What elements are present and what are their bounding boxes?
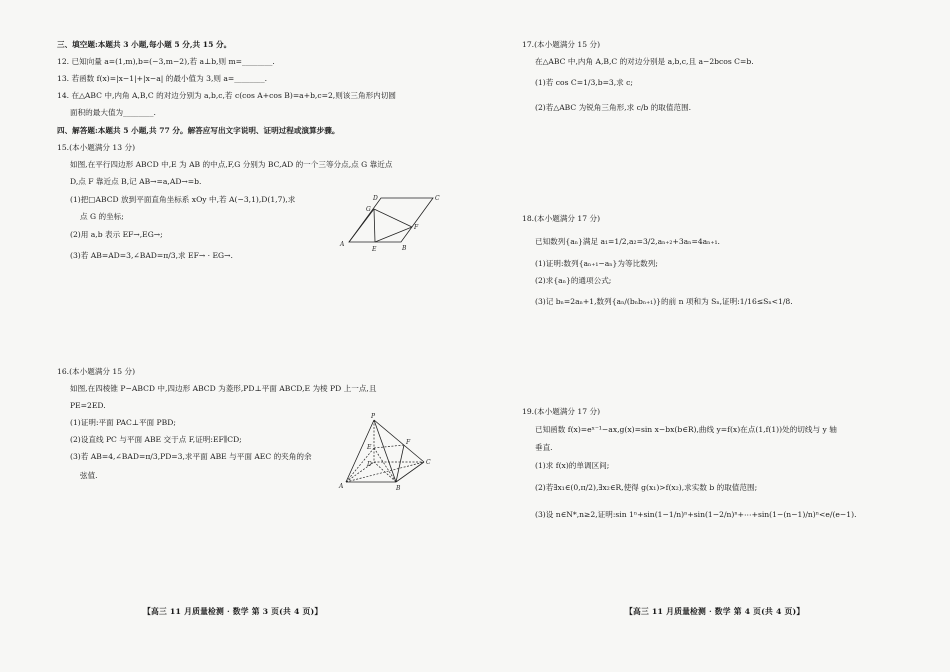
exam-page-4 [475,0,950,672]
question-17-title: 17.(本小题满分 15 分) [522,40,601,49]
question-18-line1: 已知数列{aₙ}满足 a₁=1/2,a₂=3/2,aₙ₊₂+3aₙ=4aₙ₊₁. [535,237,720,246]
question-18-part2: (2)求{aₙ}的通项公式; [535,276,612,285]
page-3-footer: 【高三 11 月质量检测 · 数学 第 3 页(共 4 页)】 [143,607,323,616]
fig15-label-a: A [340,241,345,248]
question-16-part3-line2: 弦值. [80,471,98,480]
pyramid-figure [338,410,438,492]
parallelogram-figure [335,190,445,252]
page-4-footer: 【高三 11 月质量检测 · 数学 第 4 页(共 4 页)】 [625,607,805,616]
fig16-label-d: D [367,461,372,468]
question-18-title: 18.(本小题满分 17 分) [522,214,601,223]
question-19-part3: (3)设 n∈N*,n≥2,证明:sin 1ⁿ+sin(1−1/n)ⁿ+sin(1−2/n)ⁿ+⋯+sin(1−(n−1)/n)ⁿ<e/(e−1). [535,510,857,519]
fig16-label-p: P [371,413,376,420]
question-16-part2: (2)设直线 PC 与平面 ABE 交于点 F,证明:EF∥CD; [70,435,242,444]
question-15-part1-line1: (1)把□ABCD 放到平面直角坐标系 xOy 中,若 A(−3,1),D(1,7),求 [70,195,296,204]
question-17-part2: (2)若△ABC 为锐角三角形,求 c/b 的取值范围. [535,103,692,112]
section3-header: 三、填空题:本题共 3 小题,每小题 5 分,共 15 分。 [57,40,232,49]
question-18-part3: (3)记 bₙ=2aₙ+1,数列{aₙ/(bₙbₙ₊₁)}的前 n 项和为 Sₙ,证明:1/16≤Sₙ<1/8. [535,297,793,306]
question-16-line1: 如图,在四棱锥 P−ABCD 中,四边形 ABCD 为菱形,PD⊥平面 ABCD,E 为棱 PD 上一点,且 [70,384,377,393]
fig15-label-e: E [372,246,377,252]
question-17-part1: (1)若 cos C=1/3,b=3,求 c; [535,78,633,87]
question-16-title: 16.(本小题满分 15 分) [57,367,136,376]
fig15-label-d: D [373,195,378,202]
question-16-line2: PE=2ED. [70,401,106,410]
fig16-label-e: E [367,444,372,451]
fig15-label-g: G [366,206,371,213]
question-14-line1: 14. 在△ABC 中,内角 A,B,C 的对边分别为 a,b,c,若 c(cos A+cos B)=a+b,c=2,则该三角形内切圆 [57,91,396,100]
question-19-line1: 已知函数 f(x)=eˣ⁻¹−ax,g(x)=sin x−bx(b∈R),曲线 y=f(x)在点(1,f(1))处的切线与 y 轴 [535,425,837,434]
fig16-label-a: A [339,483,344,490]
question-19-part1: (1)求 f(x)的单调区间; [535,461,610,470]
question-15-part3: (3)若 AB=AD=3,∠BAD=π/3,求 EF→ · EG→. [70,251,233,260]
question-19-title: 19.(本小题满分 17 分) [522,407,601,416]
section4-header: 四、解答题:本题共 5 小题,共 77 分。解答应写出文字说明、证明过程或演算步骤。 [57,126,340,135]
question-16-part3-line1: (3)若 AB=4,∠BAD=π/3,PD=3,求平面 ABE 与平面 AEC 的夹角的余 [70,452,312,461]
question-15-title: 15.(本小题满分 13 分) [57,143,136,152]
question-14-line2: 面积的最大值为________. [70,108,156,117]
question-19-line2: 垂直. [535,443,553,452]
question-16-part1: (1)证明:平面 PAC⊥平面 PBD; [70,418,176,427]
question-19-part2: (2)若∃x₁∈(0,π/2),∃x₂∈R,使得 g(x₁)>f(x₂),求实数 b 的取值范围; [535,483,758,492]
question-18-part1: (1)证明:数列{aₙ₊₁−aₙ}为等比数列; [535,259,658,268]
fig15-label-b: B [402,245,407,252]
fig15-label-c: C [435,195,440,202]
question-15-part1-line2: 点 G 的坐标; [80,212,124,221]
fig16-label-c: C [426,459,431,466]
fig16-label-f: F [406,439,411,446]
question-15-line2: D,点 F 靠近点 B,记 AB→=a,AD→=b. [70,177,202,186]
question-15-line1: 如图,在平行四边形 ABCD 中,E 为 AB 的中点,F,G 分别为 BC,AD 的一个三等分点,点 G 靠近点 [70,160,393,169]
fig15-label-f: F [414,224,419,231]
question-17-line1: 在△ABC 中,内角 A,B,C 的对边分别是 a,b,c,且 a−2bcos C=b. [535,57,754,66]
question-13: 13. 若函数 f(x)=|x−1|+|x−a| 的最小值为 3,则 a=________. [57,74,268,83]
question-15-part2: (2)用 a,b 表示 EF→,EG→; [70,230,163,239]
fig16-label-b: B [396,485,401,492]
question-12: 12. 已知向量 a=(1,m),b=(−3,m−2),若 a⊥b,则 m=________. [57,57,275,66]
